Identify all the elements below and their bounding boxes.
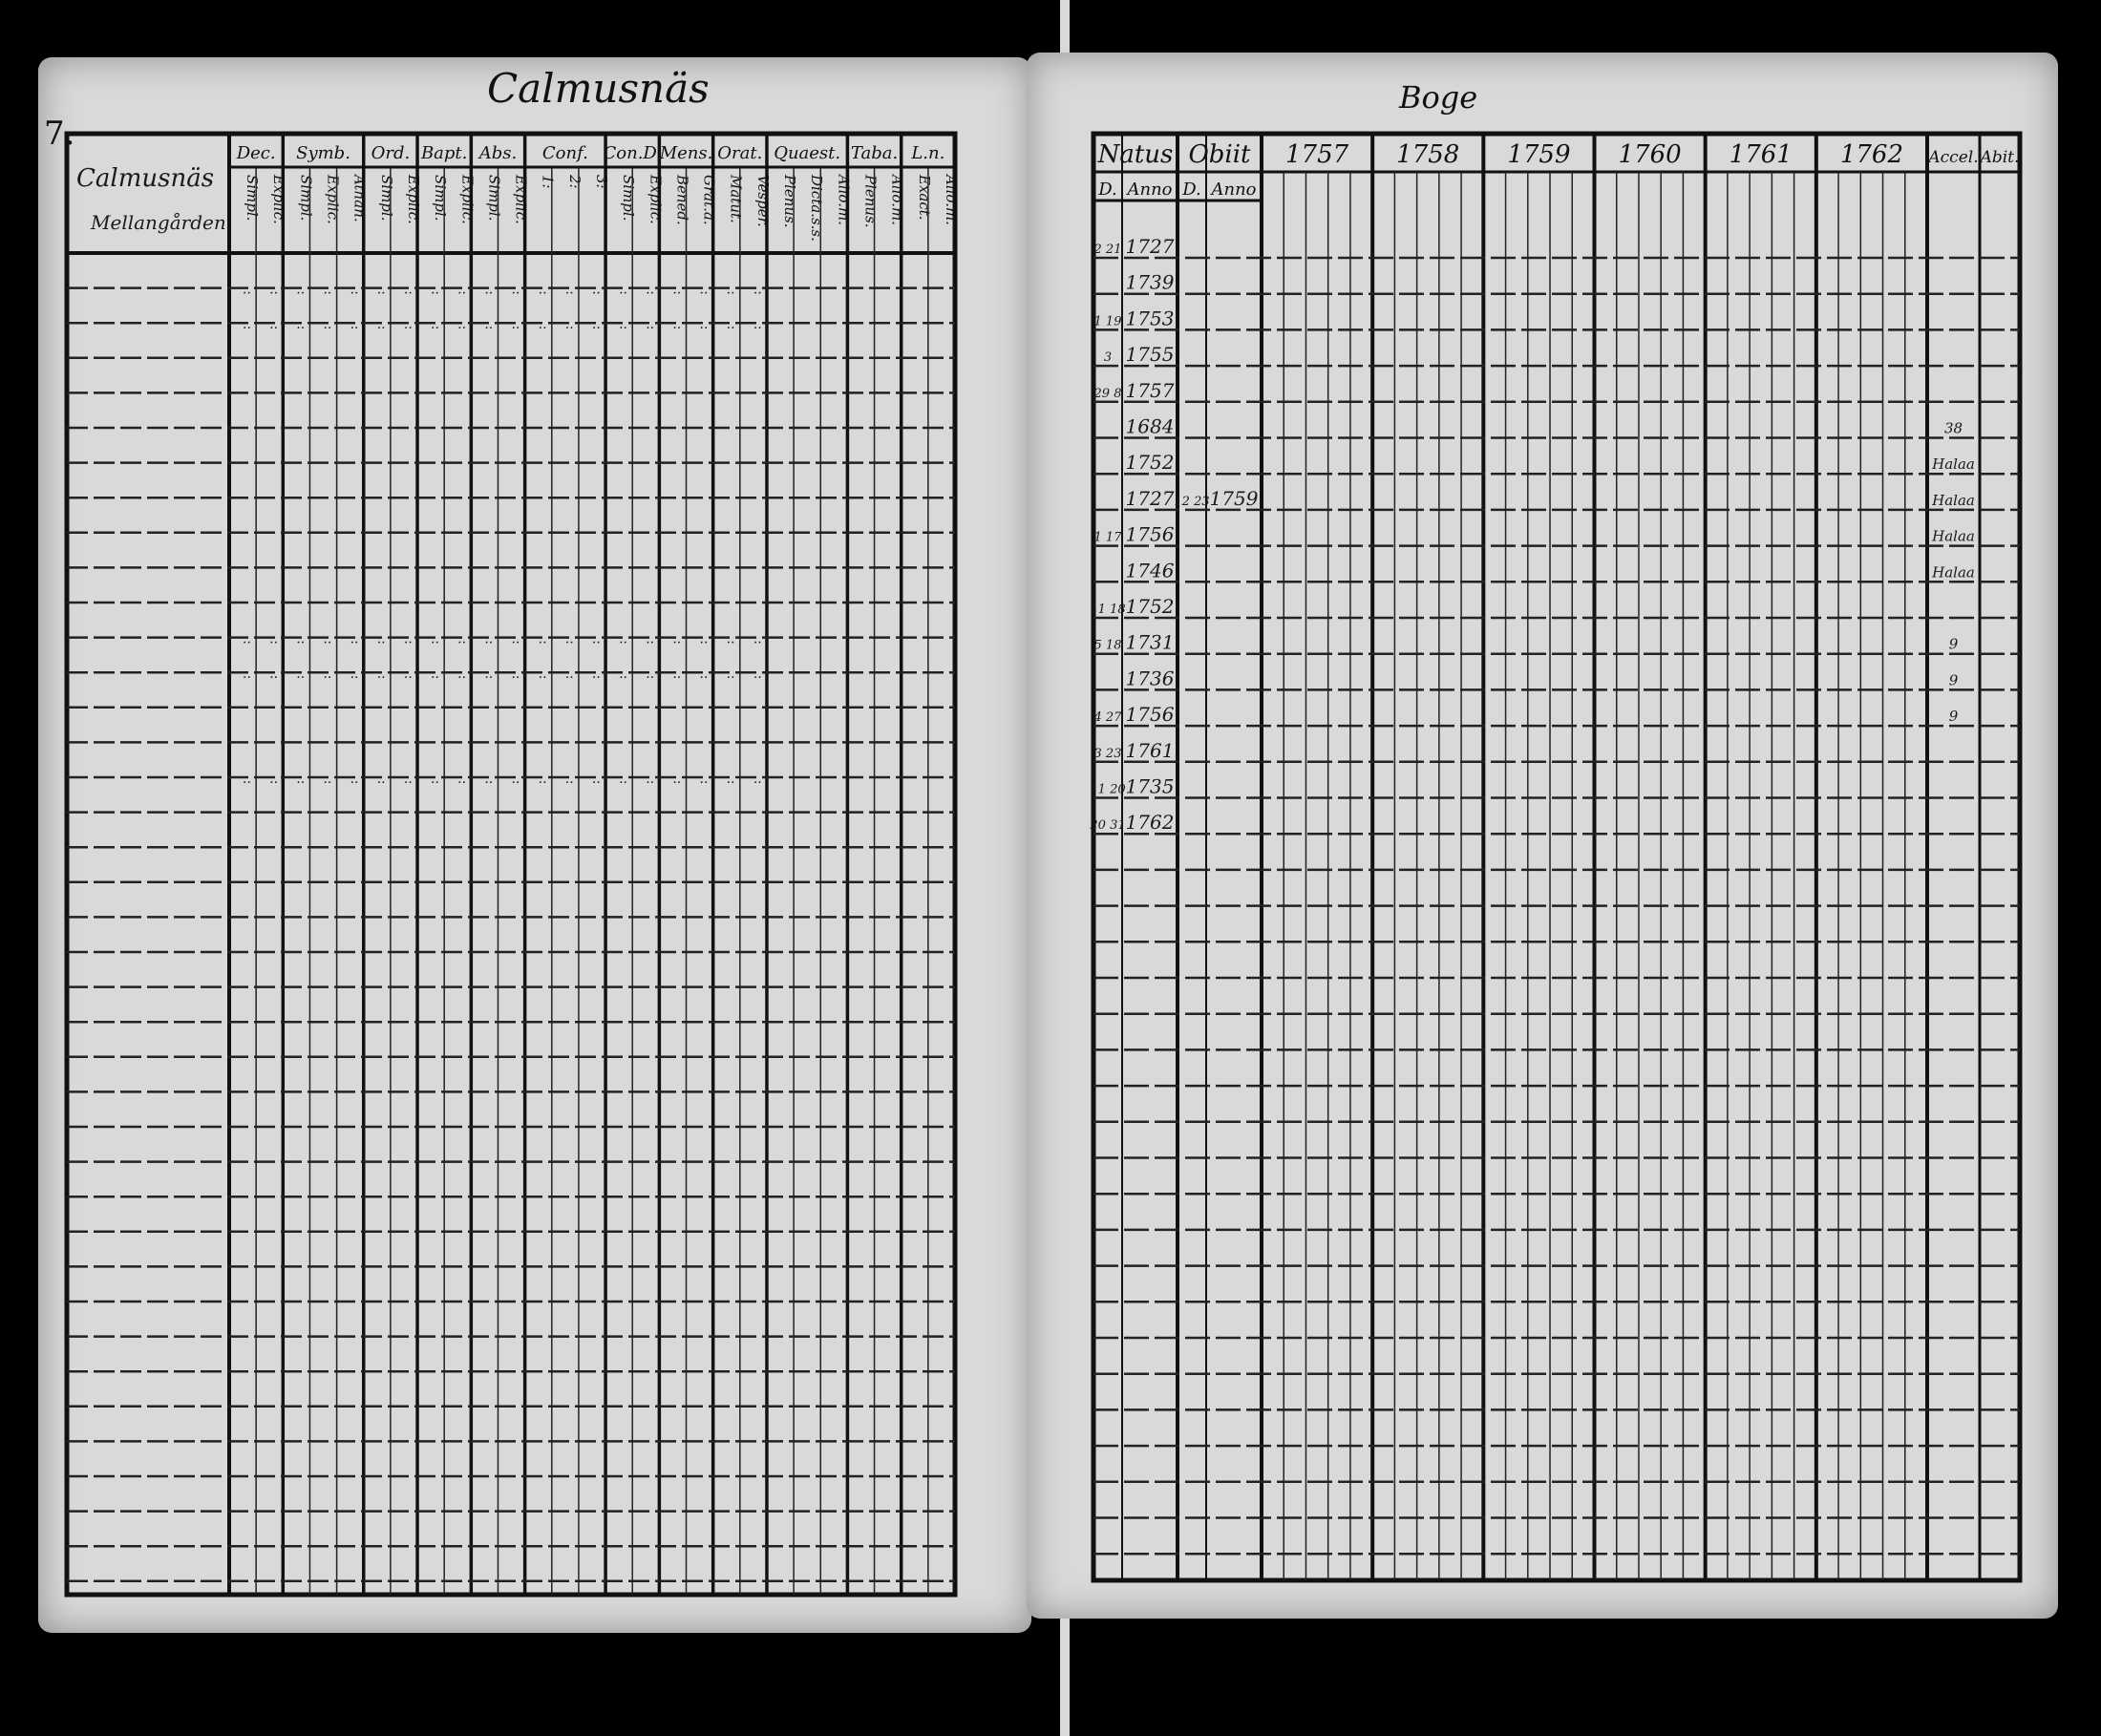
sub-column-header: 1: (539, 175, 557, 189)
left-register-grid (38, 57, 1031, 1633)
sub-column-header: Plenus. (781, 175, 799, 228)
sub-column-header: Grat.a. (700, 175, 718, 225)
year-header: 1762 (1839, 140, 1904, 169)
tick-mark: .. (243, 772, 251, 787)
tick-mark: .. (296, 631, 306, 647)
natus-day-cell: 11 18 (1090, 603, 1126, 617)
tick-mark: .. (431, 317, 439, 333)
tick-mark: .. (403, 317, 413, 333)
tick-mark: .. (296, 282, 306, 298)
tick-mark: .. (646, 772, 655, 787)
tick-mark: .. (511, 317, 520, 333)
tick-mark: .. (538, 317, 547, 333)
tick-mark: .. (350, 772, 359, 787)
left-page (38, 57, 1031, 1633)
tick-mark: .. (591, 772, 601, 787)
tick-mark: .. (269, 631, 279, 647)
accel-cell: Halaa (1932, 563, 1975, 582)
tick-mark: .. (753, 772, 762, 787)
tick-mark: .. (431, 631, 439, 647)
accel-cell: Halaa (1932, 455, 1975, 474)
accel-header: Accel. (1928, 148, 1979, 167)
tick-mark: .. (672, 772, 682, 787)
sub-column-header: Explic. (458, 175, 477, 224)
column-group-header: Con.D. (603, 143, 662, 163)
tick-mark: .. (323, 282, 332, 298)
tick-mark: .. (726, 317, 735, 333)
natus-day-cell: 5 18 (1093, 638, 1122, 653)
year-header: 1757 (1284, 140, 1349, 169)
tick-mark: .. (564, 772, 574, 787)
tick-mark: .. (753, 667, 762, 683)
natus-anno-header: Anno (1127, 180, 1173, 200)
tick-mark: .. (431, 772, 439, 787)
sub-column-header: Explic. (324, 175, 342, 224)
tick-mark: .. (619, 317, 627, 333)
tick-mark: .. (376, 631, 386, 647)
year-header: 1758 (1396, 140, 1460, 169)
tick-mark: .. (484, 772, 494, 787)
accel-cell: 9 (1948, 671, 1959, 689)
column-group-header: Mens. (659, 143, 713, 163)
tick-mark: .. (323, 317, 332, 333)
natus-anno-cell: 1739 (1125, 270, 1175, 294)
tick-mark: .. (376, 282, 386, 298)
tick-mark: .. (457, 772, 467, 787)
tick-mark: .. (564, 667, 574, 683)
tick-mark: .. (376, 317, 386, 333)
tick-mark: .. (591, 667, 601, 683)
tick-mark: .. (672, 282, 682, 298)
tick-mark: .. (376, 772, 386, 787)
natus-anno-cell: 1756 (1125, 703, 1175, 727)
tick-mark: .. (753, 317, 762, 333)
accel-cell: 38 (1943, 419, 1963, 437)
sub-column-header: Dicta.s.s. (808, 175, 826, 242)
natus-anno-cell: 1755 (1125, 343, 1175, 367)
right-register-grid (1027, 53, 2058, 1619)
tick-mark: .. (269, 282, 279, 298)
sub-column-header: Explic. (404, 175, 422, 224)
tick-mark: .. (753, 631, 762, 647)
column-group-header: Orat. (717, 143, 763, 163)
natus-day-cell: 29 8 (1093, 386, 1122, 401)
tick-mark: .. (431, 667, 439, 683)
natus-day-cell: 3 23 (1093, 746, 1122, 761)
sub-column-header: Plenus. (861, 175, 880, 228)
tick-mark: .. (564, 317, 574, 333)
tick-mark: .. (591, 317, 601, 333)
column-group-header: Dec. (236, 143, 276, 163)
tick-mark: .. (699, 772, 709, 787)
column-group-header: Ord. (371, 143, 411, 163)
tick-mark: .. (269, 772, 279, 787)
accel-cell: 9 (1948, 708, 1959, 726)
tick-mark: .. (243, 667, 251, 683)
column-group-header: Conf. (541, 143, 588, 163)
tick-mark: .. (243, 631, 251, 647)
tick-mark: .. (484, 631, 494, 647)
tick-mark: .. (350, 667, 359, 683)
abit-header: Abit. (1980, 148, 2020, 167)
tick-mark: .. (431, 282, 439, 298)
tick-mark: .. (646, 317, 655, 333)
tick-mark: .. (403, 282, 413, 298)
subsection-label: Mellangården (91, 211, 226, 234)
sub-column-header: Vesper. (753, 175, 772, 227)
tick-mark: .. (484, 667, 494, 683)
accel-cell: Halaa (1932, 491, 1975, 509)
natus-anno-cell: 1736 (1125, 667, 1175, 690)
tick-mark: .. (591, 282, 601, 298)
year-header: 1759 (1507, 140, 1571, 169)
sub-column-header: Bened. (673, 175, 691, 225)
column-group-header: Symb. (296, 143, 350, 163)
natus-anno-cell: 1752 (1125, 595, 1175, 618)
accel-cell: 9 (1948, 635, 1959, 653)
tick-mark: .. (457, 631, 467, 647)
right-page (1027, 53, 2058, 1619)
tick-mark: .. (538, 772, 547, 787)
sub-column-header: Simpl. (244, 175, 262, 222)
natus-anno-cell: 1753 (1125, 307, 1175, 330)
tick-mark: .. (269, 317, 279, 333)
table-border (67, 134, 955, 1595)
tick-mark: .. (350, 631, 359, 647)
tick-mark: .. (726, 282, 735, 298)
sub-column-header: Alio.m. (942, 175, 960, 225)
column-group-header: Taba. (850, 143, 899, 163)
tick-mark: .. (243, 282, 251, 298)
sub-column-header: Simpl. (297, 175, 315, 222)
sub-column-header: Alio.m. (835, 175, 853, 225)
tick-mark: .. (350, 282, 359, 298)
tick-mark: .. (564, 282, 574, 298)
obiit-header: Obiit (1188, 140, 1251, 169)
natus-anno-cell: 1761 (1125, 738, 1175, 762)
tick-mark: .. (457, 667, 467, 683)
column-group-header: Abs. (478, 143, 518, 163)
tick-mark: .. (511, 631, 520, 647)
accel-cell: Halaa (1932, 527, 1975, 545)
tick-mark: .. (699, 317, 709, 333)
tick-mark: .. (323, 772, 332, 787)
natus-anno-cell: 1762 (1125, 811, 1175, 835)
sub-column-header: Explic. (270, 175, 288, 224)
year-header: 1760 (1618, 140, 1682, 169)
sub-column-header: Simpl. (620, 175, 638, 222)
natus-anno-cell: 1684 (1125, 414, 1175, 438)
tick-mark: .. (511, 667, 520, 683)
sub-column-header: Simpl. (432, 175, 450, 222)
sub-column-header: Simpl. (377, 175, 395, 222)
tick-mark: .. (619, 667, 627, 683)
sub-column-header: Simpl. (485, 175, 503, 222)
tick-mark: .. (564, 631, 574, 647)
tick-mark: .. (296, 317, 306, 333)
tick-mark: .. (619, 282, 627, 298)
tick-mark: .. (511, 772, 520, 787)
column-group-header: Quaest. (774, 143, 841, 163)
obiit-anno-cell: 1759 (1209, 486, 1259, 510)
sub-column-header: Alio.m. (888, 175, 906, 225)
sub-column-header: Explic. (512, 175, 530, 224)
table-border (1093, 134, 2020, 1580)
tick-mark: .. (646, 667, 655, 683)
natus-anno-cell: 1752 (1125, 451, 1175, 475)
page-number: 7. (44, 115, 75, 153)
tick-mark: .. (646, 631, 655, 647)
tick-mark: .. (403, 667, 413, 683)
tick-mark: .. (538, 282, 547, 298)
sub-column-header: 2: (565, 175, 584, 189)
tick-mark: .. (726, 631, 735, 647)
natus-anno-cell: 1746 (1125, 559, 1175, 582)
natus-day-cell: 11 20 (1090, 782, 1126, 797)
natus-day-cell: 1 19 (1093, 314, 1122, 329)
tick-mark: .. (726, 772, 735, 787)
obiit-day-cell: 12 23 (1174, 494, 1210, 509)
natus-day-cell: 4 27 (1093, 710, 1122, 726)
tick-mark: .. (243, 317, 251, 333)
tick-mark: .. (403, 631, 413, 647)
tick-mark: .. (269, 667, 279, 683)
tick-mark: .. (403, 772, 413, 787)
sub-column-header: Athan. (350, 175, 369, 222)
left-page-title: Calmusnäs (487, 65, 710, 112)
section-label: Calmusnäs (76, 164, 215, 193)
tick-mark: .. (726, 667, 735, 683)
natus-day-cell: 20 31 (1090, 818, 1126, 834)
natus-anno-cell: 1731 (1125, 630, 1175, 654)
tick-mark: .. (699, 631, 709, 647)
tick-mark: .. (484, 317, 494, 333)
tick-mark: .. (699, 667, 709, 683)
sub-column-header: Exact. (915, 175, 933, 221)
natus-anno-cell: 1727 (1125, 486, 1175, 510)
tick-mark: .. (646, 282, 655, 298)
tick-mark: .. (511, 282, 520, 298)
sub-column-header: Matut. (727, 175, 745, 223)
natus-anno-cell: 1735 (1125, 774, 1175, 798)
tick-mark: .. (457, 282, 467, 298)
tick-mark: .. (323, 631, 332, 647)
obiit-anno-header: Anno (1211, 180, 1257, 200)
tick-mark: .. (538, 631, 547, 647)
tick-mark: .. (619, 631, 627, 647)
tick-mark: .. (376, 667, 386, 683)
tick-mark: .. (350, 317, 359, 333)
natus-day-header: D. (1098, 180, 1117, 200)
natus-day-cell: 1 17 (1093, 530, 1122, 545)
tick-mark: .. (484, 282, 494, 298)
obiit-day-header: D. (1182, 180, 1201, 200)
tick-mark: .. (591, 631, 601, 647)
column-group-header: L.n. (911, 143, 945, 163)
year-header: 1761 (1729, 140, 1793, 169)
natus-anno-cell: 1756 (1125, 522, 1175, 546)
tick-mark: .. (672, 667, 682, 683)
tick-mark: .. (323, 667, 332, 683)
natus-day-cell: 2 21 (1093, 243, 1122, 257)
tick-mark: .. (296, 772, 306, 787)
natus-header: Natus (1097, 140, 1174, 169)
tick-mark: .. (538, 667, 547, 683)
sub-column-header: Explic. (647, 175, 665, 224)
tick-mark: .. (699, 282, 709, 298)
tick-mark: .. (672, 317, 682, 333)
tick-mark: .. (672, 631, 682, 647)
column-group-header: Bapt. (420, 143, 468, 163)
right-page-title: Boge (1399, 79, 1478, 116)
tick-mark: .. (457, 317, 467, 333)
natus-anno-cell: 1727 (1125, 235, 1175, 258)
natus-day-cell: 3 (1103, 350, 1113, 366)
tick-mark: .. (753, 282, 762, 298)
natus-anno-cell: 1757 (1125, 378, 1175, 402)
tick-mark: .. (296, 667, 306, 683)
tick-mark: .. (619, 772, 627, 787)
sub-column-header: 3: (593, 175, 610, 189)
